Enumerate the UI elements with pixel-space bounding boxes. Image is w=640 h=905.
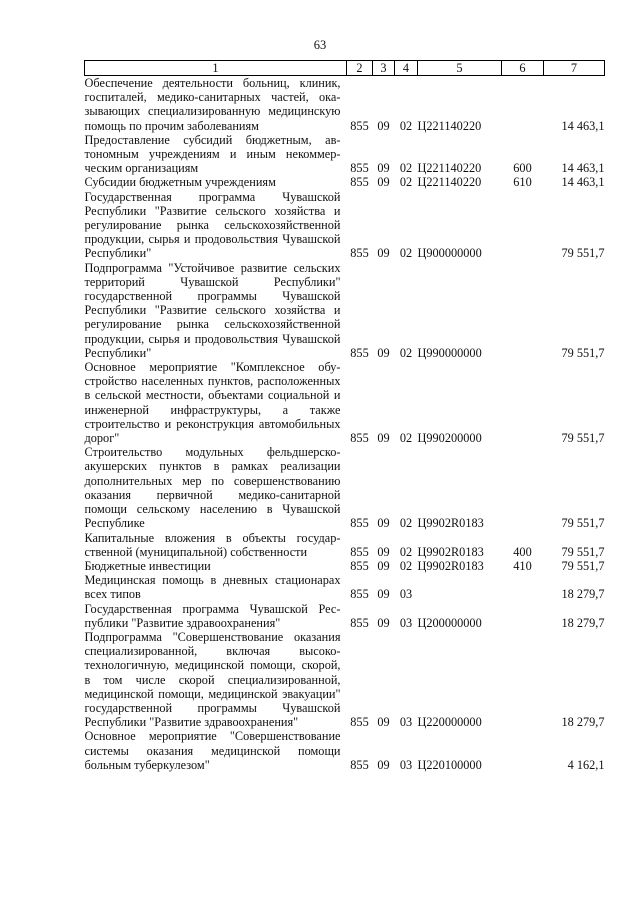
row-subsection: 03 (399, 615, 413, 630)
row-subsection: 02 (399, 431, 413, 446)
row-grbs-code: 855 (350, 175, 369, 190)
row-amount: 79 551,7 (561, 516, 605, 531)
row-expense-type: 400 (513, 544, 532, 559)
row-amount: 18 279,7 (561, 715, 605, 730)
table-row (85, 531, 605, 559)
row-section: 09 (377, 161, 390, 176)
row-name: Государственная программа Чувашской Республики "Развитие сельского хозяйства и регулирование рынка сельскохозяйственной продукции, сырья и продовольствия Чувашской Республики" (84, 189, 341, 261)
row-target-article: Ц900000000 (417, 246, 482, 261)
column-header: 6 (502, 61, 544, 76)
budget-table (84, 60, 605, 772)
table-row (85, 559, 605, 573)
row-section: 09 (377, 516, 390, 531)
row-expense-type (502, 602, 544, 630)
row-expense-type: 610 (513, 175, 532, 190)
row-grbs-code: 855 (350, 516, 369, 531)
row-amount: 79 551,7 (561, 544, 605, 559)
row-target-article: Ц990200000 (417, 431, 482, 446)
row-grbs-code: 855 (350, 544, 369, 559)
row-subsection: 02 (399, 175, 413, 190)
row-name: Подпрограмма "Совершенствование оказания специализированной, включая высокотехнологичную, медицинской помощи, скорой, в том числе скорой специализированной, медицинской помощи, медицинской эвакуации" государственной программы Чувашской Республики "Развитие здравоохранения" (84, 629, 341, 730)
row-amount: 4 162,1 (567, 757, 605, 772)
row-grbs-code: 855 (350, 615, 369, 630)
table-row (85, 190, 605, 261)
row-grbs-code: 855 (350, 715, 369, 730)
table-row (85, 76, 605, 133)
column-header: 5 (418, 61, 502, 76)
row-amount: 14 463,1 (561, 175, 605, 190)
row-subsection: 03 (399, 757, 413, 772)
row-grbs-code: 855 (350, 431, 369, 446)
row-subsection: 02 (399, 544, 413, 559)
row-expense-type: 600 (513, 161, 532, 176)
row-grbs-code: 855 (350, 587, 369, 602)
row-subsection: 03 (399, 587, 413, 602)
row-section: 09 (377, 431, 390, 446)
row-target-article: Ц220100000 (417, 757, 482, 772)
row-name: Субсидии бюджетным учреждениям (84, 175, 276, 190)
row-expense-type (502, 573, 544, 601)
row-amount: 14 463,1 (561, 118, 605, 133)
table-row (85, 360, 605, 445)
table-row (85, 630, 605, 729)
row-amount: 14 463,1 (561, 161, 605, 176)
row-target-article (418, 573, 502, 601)
row-target-article: Ц9902R0183 (417, 544, 484, 559)
row-expense-type (502, 729, 544, 772)
table-row (85, 602, 605, 630)
row-grbs-code: 855 (350, 345, 369, 360)
table-row (85, 133, 605, 176)
row-section: 09 (377, 558, 390, 573)
row-section: 09 (377, 615, 390, 630)
row-section: 09 (377, 175, 390, 190)
row-name: Государственная программа Чувашской Республики "Развитие здравоохранения" (84, 601, 341, 630)
row-expense-type (502, 190, 544, 261)
row-target-article: Ц220000000 (417, 715, 482, 730)
column-header: 2 (347, 61, 373, 76)
row-subsection: 02 (399, 345, 413, 360)
row-subsection: 02 (399, 558, 413, 573)
row-section: 09 (377, 587, 390, 602)
row-name: Строительство модульных фельдшерско-акушерских пунктов в рамках реализации дополнительных мер по совершенствованию оказания первичной медико-санитарной помощи сельскому населению в Чувашской Республике (84, 445, 341, 531)
row-target-article: Ц221140220 (417, 175, 482, 190)
table-row (85, 261, 605, 360)
row-grbs-code: 855 (350, 757, 369, 772)
row-name: Подпрограмма "Устойчивое развитие сельских территорий Чувашской Республики" государственной программы Чувашской Республики "Развитие сельского хозяйства и регулирование рынка сельскохозяйственной продукции, сырья и продовольствия Чувашской Республики" (84, 260, 341, 360)
row-section: 09 (377, 715, 390, 730)
row-subsection: 02 (399, 118, 413, 133)
row-subsection: 02 (399, 246, 413, 261)
row-amount: 79 551,7 (561, 246, 605, 261)
table-row (85, 445, 605, 530)
row-name: Предоставление субсидий бюджетным, автономным учреждениям и иным некоммерческим организациям (84, 132, 341, 176)
row-section: 09 (377, 246, 390, 261)
row-name: Основное мероприятие "Комплексное обустройство населенных пунктов, расположенных в сельской местности, объектами социальной и инженерной инфраструктуры, а также строительство и реконструкция автомобильных дорог" (84, 360, 341, 446)
row-expense-type (502, 360, 544, 445)
row-expense-type (502, 76, 544, 133)
row-amount: 79 551,7 (561, 431, 605, 446)
row-amount: 18 279,7 (561, 615, 605, 630)
row-target-article: Ц221140220 (417, 118, 482, 133)
row-section: 09 (377, 345, 390, 360)
row-name: Бюджетные инвестиции (84, 558, 211, 573)
row-amount: 18 279,7 (561, 587, 605, 602)
table-row (85, 175, 605, 189)
row-target-article: Ц990000000 (417, 345, 482, 360)
row-expense-type: 410 (513, 558, 532, 573)
row-section: 09 (377, 544, 390, 559)
row-expense-type (502, 445, 544, 530)
table-row (85, 729, 605, 772)
row-subsection: 02 (399, 516, 413, 531)
row-name: Обеспечение деятельности больниц, клиник, госпиталей, медико-санитарных частей, оказывающих специализированную медицинскую помощь по прочим заболеваниям (84, 76, 341, 133)
row-grbs-code: 855 (350, 558, 369, 573)
row-section: 09 (377, 757, 390, 772)
table-header-row (85, 61, 605, 76)
row-name: Капитальные вложения в объекты государственной (муниципальной) собственности (84, 530, 341, 559)
row-target-article: Ц221140220 (417, 161, 482, 176)
row-grbs-code: 855 (350, 246, 369, 261)
row-grbs-code: 855 (350, 118, 369, 133)
column-header: 3 (373, 61, 395, 76)
row-subsection: 03 (399, 715, 413, 730)
row-expense-type (502, 630, 544, 729)
row-target-article: Ц9902R0183 (417, 516, 484, 531)
table-row (85, 573, 605, 601)
row-subsection: 02 (399, 161, 413, 176)
column-header: 4 (395, 61, 418, 76)
row-expense-type (502, 261, 544, 360)
row-name: Основное мероприятие "Совершенствование системы оказания медицинской помощи больным туберкулезом" (84, 729, 341, 772)
column-header: 7 (544, 61, 605, 76)
column-header: 1 (85, 61, 347, 76)
row-grbs-code: 855 (350, 161, 369, 176)
row-amount: 79 551,7 (561, 558, 605, 573)
page-number: 63 (313, 38, 327, 52)
row-target-article: Ц200000000 (417, 615, 482, 630)
row-target-article: Ц9902R0183 (417, 558, 484, 573)
row-name: Медицинская помощь в дневных стационарах всех типов (84, 573, 341, 602)
row-amount: 79 551,7 (561, 345, 605, 360)
row-section: 09 (377, 118, 390, 133)
